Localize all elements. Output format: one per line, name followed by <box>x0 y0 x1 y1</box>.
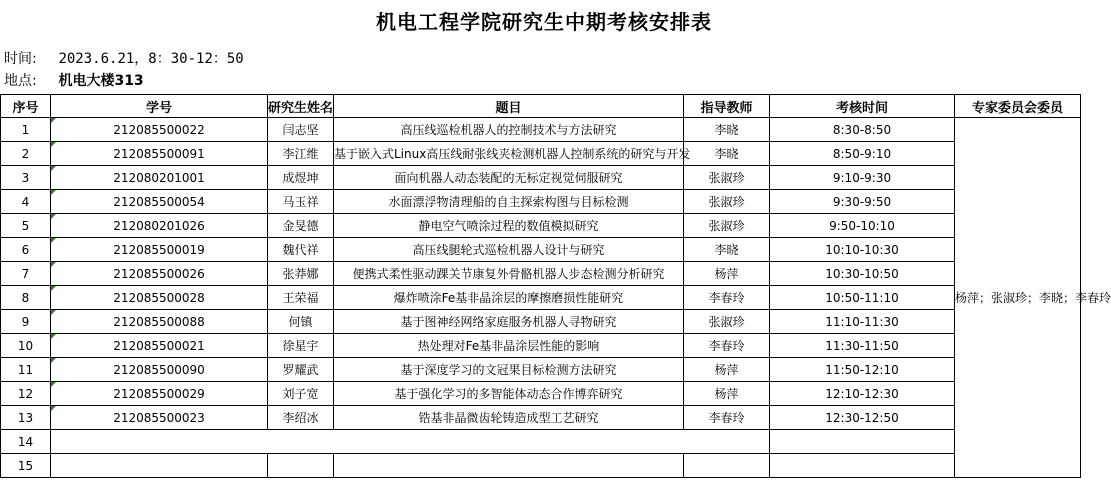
topic-cell[interactable] <box>334 454 684 478</box>
header-student-id[interactable]: 学号 <box>51 95 268 118</box>
index-cell[interactable]: 13 <box>1 406 51 430</box>
index-cell[interactable]: 15 <box>1 454 51 478</box>
table-row <box>1 358 1081 382</box>
student-id-cell[interactable]: 212085500026 <box>51 262 268 286</box>
sheet-title: 机电工程学院研究生中期考核安排表 <box>376 10 712 34</box>
student-id-cell[interactable]: 212085500054 <box>51 190 268 214</box>
student-id-cell[interactable]: 212085500088 <box>51 310 268 334</box>
name-cell[interactable]: 魏代祥 <box>268 238 334 262</box>
topic-cell[interactable]: 基于图神经网络家庭服务机器人寻物研究 <box>334 310 684 334</box>
index-cell[interactable]: 11 <box>1 358 51 382</box>
table-row <box>1 286 1081 310</box>
student-id-cell[interactable]: 212085500091 <box>51 142 268 166</box>
advisor-cell[interactable]: 李春玲 <box>684 406 770 430</box>
header-committee[interactable]: 专家委员会委员 <box>955 95 1081 118</box>
exam-time-cell[interactable]: 10:30-10:50 <box>770 262 955 286</box>
table-row <box>1 214 1081 238</box>
name-cell[interactable]: 刘子宽 <box>268 382 334 406</box>
merged-empty-cell[interactable] <box>51 430 770 454</box>
exam-time-cell[interactable]: 11:50-12:10 <box>770 358 955 382</box>
advisor-cell[interactable]: 张淑珍 <box>684 310 770 334</box>
time-value[interactable]: 2023.6.21，8：30-12：50 <box>58 51 244 67</box>
name-cell[interactable] <box>268 454 334 478</box>
header-exam-time[interactable]: 考核时间 <box>770 95 955 118</box>
student-id-cell[interactable]: 212085500090 <box>51 358 268 382</box>
exam-time-cell[interactable] <box>770 454 955 478</box>
name-cell[interactable]: 罗耀武 <box>268 358 334 382</box>
student-id-cell[interactable]: 212085500028 <box>51 286 268 310</box>
exam-time-cell[interactable]: 8:50-9:10 <box>770 142 955 166</box>
table-row-empty <box>1 430 1081 454</box>
exam-time-cell[interactable]: 12:10-12:30 <box>770 382 955 406</box>
student-id-cell[interactable] <box>51 454 268 478</box>
topic-cell[interactable]: 基于嵌入式Linux高压线耐张线夹检测机器人控制系统的研究与开发 <box>334 142 684 166</box>
exam-time-cell[interactable]: 9:10-9:30 <box>770 166 955 190</box>
header-row <box>1 95 1081 118</box>
index-cell[interactable]: 10 <box>1 334 51 358</box>
exam-time-cell[interactable]: 9:50-10:10 <box>770 214 955 238</box>
name-cell[interactable]: 徐星宇 <box>268 334 334 358</box>
advisor-cell[interactable]: 杨萍 <box>684 382 770 406</box>
name-cell[interactable]: 成煜坤 <box>268 166 334 190</box>
advisor-cell[interactable]: 李晓 <box>684 238 770 262</box>
table-row <box>1 118 1081 142</box>
name-cell[interactable]: 马玉祥 <box>268 190 334 214</box>
topic-cell[interactable]: 高压线腿轮式巡检机器人设计与研究 <box>334 238 684 262</box>
name-cell[interactable]: 李绍冰 <box>268 406 334 430</box>
advisor-cell[interactable]: 杨萍 <box>684 262 770 286</box>
index-cell[interactable]: 8 <box>1 286 51 310</box>
index-cell[interactable]: 14 <box>1 430 51 454</box>
advisor-cell[interactable]: 张淑珍 <box>684 166 770 190</box>
table-row <box>1 238 1081 262</box>
place-row <box>4 70 144 90</box>
name-cell[interactable]: 李江维 <box>268 142 334 166</box>
index-cell[interactable]: 4 <box>1 190 51 214</box>
index-cell[interactable]: 9 <box>1 310 51 334</box>
name-cell[interactable]: 张莽娜 <box>268 262 334 286</box>
index-cell[interactable]: 5 <box>1 214 51 238</box>
index-cell[interactable]: 2 <box>1 142 51 166</box>
header-name[interactable]: 研究生姓名 <box>268 95 334 118</box>
index-cell[interactable]: 1 <box>1 118 51 142</box>
topic-cell[interactable]: 水面漂浮物清理船的自主探索构图与目标检测 <box>334 190 684 214</box>
student-id-cell[interactable]: 212085500023 <box>51 406 268 430</box>
exam-time-cell[interactable]: 11:30-11:50 <box>770 334 955 358</box>
index-cell[interactable]: 7 <box>1 262 51 286</box>
schedule-table <box>0 94 1111 478</box>
name-cell[interactable]: 金旻德 <box>268 214 334 238</box>
exam-time-cell[interactable] <box>770 430 955 454</box>
advisor-cell[interactable]: 杨萍 <box>684 358 770 382</box>
header-index[interactable]: 序号 <box>1 95 51 118</box>
advisor-cell[interactable]: 李晓 <box>684 118 770 142</box>
topic-cell[interactable]: 热处理对Fe基非晶涂层性能的影响 <box>334 334 684 358</box>
student-id-cell[interactable]: 212085500029 <box>51 382 268 406</box>
header-advisor[interactable]: 指导教师 <box>684 95 770 118</box>
exam-time-cell[interactable]: 9:30-9:50 <box>770 190 955 214</box>
advisor-cell[interactable] <box>684 454 770 478</box>
committee-cell[interactable]: 杨萍；张淑珍；李晓；李春玲 <box>955 118 1081 478</box>
table-row <box>1 334 1081 358</box>
table-row <box>1 310 1081 334</box>
exam-time-cell[interactable]: 10:10-10:30 <box>770 238 955 262</box>
topic-cell[interactable]: 爆炸喷涂Fe基非晶涂层的摩擦磨损性能研究 <box>334 286 684 310</box>
header-topic[interactable]: 题目 <box>334 95 684 118</box>
exam-time-cell[interactable]: 10:50-11:10 <box>770 286 955 310</box>
place-label: 地点: <box>4 73 37 89</box>
table-row <box>1 382 1081 406</box>
exam-time-cell[interactable]: 11:10-11:30 <box>770 310 955 334</box>
index-cell[interactable]: 3 <box>1 166 51 190</box>
student-id-cell[interactable]: 212085500019 <box>51 238 268 262</box>
time-row <box>4 48 244 68</box>
name-cell[interactable]: 何镇 <box>268 310 334 334</box>
student-id-cell[interactable]: 212085500022 <box>51 118 268 142</box>
advisor-cell[interactable]: 李晓 <box>684 142 770 166</box>
table-row <box>1 262 1081 286</box>
topic-cell[interactable]: 基于强化学习的多智能体动态合作博弈研究 <box>334 382 684 406</box>
topic-cell[interactable]: 面向机器人动态装配的无标定视觉伺服研究 <box>334 166 684 190</box>
name-cell[interactable]: 闫志坚 <box>268 118 334 142</box>
table-row-empty <box>1 454 1081 478</box>
student-id-cell[interactable]: 212080201026 <box>51 214 268 238</box>
table-row <box>1 142 1081 166</box>
table-row <box>1 166 1081 190</box>
index-cell[interactable]: 6 <box>1 238 51 262</box>
advisor-cell[interactable]: 李春玲 <box>684 334 770 358</box>
topic-cell[interactable]: 基于深度学习的文冠果目标检测方法研究 <box>334 358 684 382</box>
advisor-cell[interactable]: 张淑珍 <box>684 190 770 214</box>
topic-cell[interactable]: 便携式柔性驱动踝关节康复外骨骼机器人步态检测分析研究 <box>334 262 684 286</box>
exam-time-cell[interactable]: 8:30-8:50 <box>770 118 955 142</box>
exam-time-cell[interactable]: 12:30-12:50 <box>770 406 955 430</box>
topic-cell[interactable]: 静电空气喷涂过程的数值模拟研究 <box>334 214 684 238</box>
advisor-cell[interactable]: 李春玲 <box>684 286 770 310</box>
topic-cell[interactable]: 高压线巡检机器人的控制技术与方法研究 <box>334 118 684 142</box>
index-cell[interactable]: 12 <box>1 382 51 406</box>
table-row <box>1 406 1081 430</box>
time-label: 时间: <box>4 51 37 67</box>
table-row <box>1 190 1081 214</box>
student-id-cell[interactable]: 212080201001 <box>51 166 268 190</box>
place-value[interactable]: 机电大楼313 <box>58 73 144 89</box>
topic-cell[interactable]: 锆基非晶微齿轮铸造成型工艺研究 <box>334 406 684 430</box>
name-cell[interactable]: 王荣福 <box>268 286 334 310</box>
student-id-cell[interactable]: 212085500021 <box>51 334 268 358</box>
advisor-cell[interactable]: 张淑珍 <box>684 214 770 238</box>
